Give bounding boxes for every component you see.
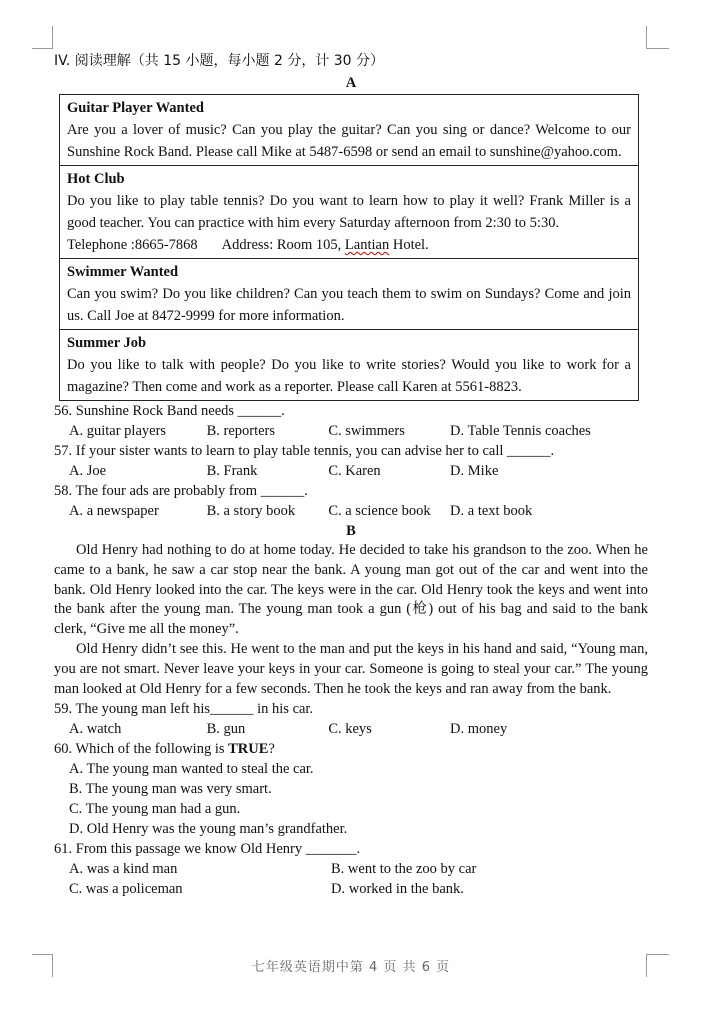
option-c: C. was a policeman bbox=[69, 881, 183, 898]
option-a: A. was a kind man bbox=[69, 861, 178, 878]
option-d: D. money bbox=[450, 721, 508, 738]
ad-title: Guitar Player Wanted bbox=[67, 100, 204, 116]
ad-body: Are you a lover of music? Can you play the guitar? Can you sing or dance? Welcome to our Sunshine Rock Band. Please call Mike at 5487-6598 or send an email to sunshine@yahoo.com. bbox=[67, 122, 631, 160]
passage-b-paragraph-2: Old Henry didn’t see this. He went to the man and put the keys in his hand and said, “Young man, you are not smart. Never leave your keys in your car. Someone is going to steal your car.” The young man looked at Old Henry for a few seconds. Then he took the keys and ran away from the bank. bbox=[54, 640, 648, 697]
option-a: A. guitar players bbox=[69, 423, 167, 439]
question-61-options-row-2 bbox=[54, 879, 648, 899]
option-d: D. worked in the bank. bbox=[331, 881, 464, 898]
ad-summer-job bbox=[60, 330, 638, 400]
question-61: 61. From this passage we know Old Henry _______. bbox=[54, 841, 361, 858]
ad-body: Do you like to talk with people? Do you like to write stories? Would you like to work for a magazine? Then come and work as a reporter. Please call Karen at 5561-8823. bbox=[67, 357, 631, 395]
question-60-prefix: 60. Which of the following is bbox=[54, 741, 229, 758]
option-c: C. keys bbox=[328, 721, 372, 738]
ad-title: Swimmer Wanted bbox=[67, 264, 179, 280]
ads-table bbox=[59, 94, 639, 401]
page-footer: 七年级英语期中第 4 页 共 6 页 bbox=[251, 960, 451, 975]
option-b: B. gun bbox=[206, 721, 246, 738]
question-60-suffix: ? bbox=[268, 741, 275, 758]
option-c: C. swimmers bbox=[328, 423, 405, 439]
option-d: D. Table Tennis coaches bbox=[450, 423, 591, 439]
ad-contact bbox=[67, 234, 631, 256]
part-a-heading: A bbox=[345, 75, 357, 91]
ad-address-prefix: Address: Room 105, bbox=[221, 237, 345, 253]
question-59-options bbox=[54, 719, 648, 739]
option-c: C. Karen bbox=[328, 463, 381, 479]
question-58: 58. The four ads are probably from ______. bbox=[54, 483, 308, 499]
crop-mark-top-right bbox=[646, 26, 669, 49]
question-56: 56. Sunshine Rock Band needs ______. bbox=[54, 403, 285, 419]
option-a: A. The young man wanted to steal the car. bbox=[69, 761, 314, 778]
option-a: A. a newspaper bbox=[69, 503, 159, 519]
option-d: D. Old Henry was the young man’s grandfather. bbox=[69, 821, 348, 838]
option-c: C. a science book bbox=[328, 503, 431, 519]
question-57-options bbox=[54, 461, 648, 481]
ad-address-suffix: Hotel. bbox=[389, 237, 429, 253]
ad-phone: Telephone :8665-7868 bbox=[67, 237, 198, 253]
question-59: 59. The young man left his______ in his car. bbox=[54, 701, 314, 718]
option-b: B. went to the zoo by car bbox=[331, 861, 477, 878]
ad-body: Can you swim? Do you like children? Can you teach them to swim on Sundays? Come and join us. Call Joe at 8472-9999 for more information. bbox=[67, 286, 631, 324]
ad-title: Summer Job bbox=[67, 335, 147, 351]
ad-swimmer bbox=[60, 259, 638, 330]
ad-body: Do you like to play table tennis? Do you want to learn how to play it well? Frank Miller is a good teacher. You can practice with him every Saturday afternoon from 2:30 to 5:30. bbox=[67, 193, 631, 231]
crop-mark-top-left bbox=[32, 26, 53, 49]
option-c: C. The young man had a gun. bbox=[69, 801, 241, 818]
question-60-emphasis: TRUE bbox=[228, 741, 269, 758]
option-b: B. a story book bbox=[206, 503, 296, 519]
option-d: D. a text book bbox=[450, 503, 533, 519]
question-57: 57. If your sister wants to learn to play table tennis, you can advise her to call ______. bbox=[54, 443, 555, 459]
option-b: B. reporters bbox=[206, 423, 276, 439]
question-56-options bbox=[54, 421, 648, 441]
ad-guitar-player bbox=[60, 95, 638, 166]
question-61-options-row-1 bbox=[54, 859, 648, 879]
question-60 bbox=[54, 739, 648, 759]
section-title: IV. 阅读理解（共 15 小题，每小题 2 分，计 30 分） bbox=[54, 53, 385, 69]
ad-hot-club bbox=[60, 166, 638, 259]
ad-address-place: Lantian bbox=[344, 237, 390, 253]
option-b: B. The young man was very smart. bbox=[69, 781, 272, 798]
passage-b-paragraph-1: Old Henry had nothing to do at home today. He decided to take his grandson to the zoo. When he came to a bank, he saw a car stop near the bank. A young man got out of the car and went into the bank. Old Henry looked into the car. The keys were in the car. Old Henry took the keys and went into the bank after the young man. The young man took a gun (枪) out of his bag and said to the bank clerk, “Give me all the money”. bbox=[54, 542, 648, 638]
option-d: D. Mike bbox=[450, 463, 499, 479]
ad-title: Hot Club bbox=[67, 171, 125, 187]
option-a: A. Joe bbox=[69, 463, 107, 479]
question-58-options bbox=[54, 501, 648, 521]
option-b: B. Frank bbox=[206, 463, 258, 479]
option-a: A. watch bbox=[69, 721, 122, 738]
part-b-heading: B bbox=[346, 523, 356, 539]
exam-page bbox=[54, 50, 648, 899]
